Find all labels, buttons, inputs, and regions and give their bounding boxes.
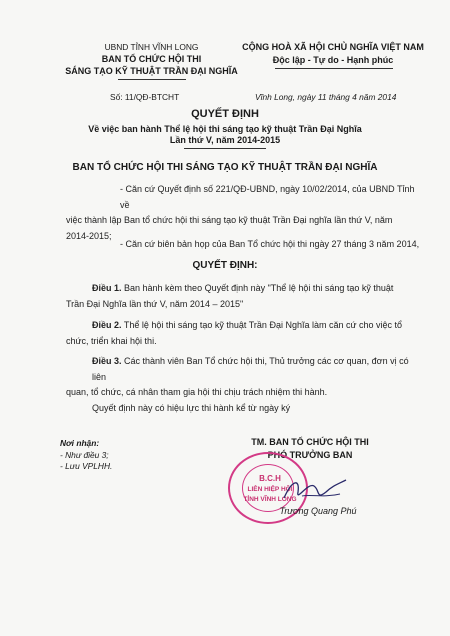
basis-paragraph-1 <box>66 182 416 244</box>
header-right-underline <box>275 68 393 69</box>
title-underline <box>184 148 266 149</box>
agency-name: UBND TỈNH VĨNH LONG <box>104 42 199 52</box>
basis-1-line-2: việc thành lập Ban tổ chức hội thi sáng tạo kỹ thuật Trần Đại nghĩa lần thứ V, năm <box>66 215 393 225</box>
basis-paragraph-2 <box>120 237 430 253</box>
handwritten-signature <box>280 472 350 506</box>
issuing-body-sub: SÁNG TẠO KỸ THUẬT TRẦN ĐẠI NGHĨA <box>65 66 238 76</box>
article-3-text-1: Các thành viên Ban Tổ chức hội thi, Thủ trưởng các cơ quan, đơn vị có liên <box>92 356 409 382</box>
basis-2-line: - Căn cứ biên bản họp của Ban Tổ chức hội thi ngày 27 tháng 3 năm 2014, <box>120 239 420 249</box>
recipient-item-2: - Lưu VPLHH. <box>60 461 113 471</box>
decision-heading: QUYẾT ĐỊNH: <box>192 260 258 271</box>
article-2-text-1: Thể lệ hội thi sáng tạo kỹ thuật Trần Đại Nghĩa làm căn cứ cho việc tổ <box>121 320 403 330</box>
recipient-item-1: - Như điều 3; <box>60 450 109 460</box>
basis-1-line-1: - Căn cứ Quyết định số 221/QĐ-UBND, ngày 10/02/2014, của UBND Tỉnh về <box>120 184 415 210</box>
recipients-heading: Nơi nhận: <box>60 438 100 448</box>
article-2-line-2: chức, triển khai hội thi. <box>66 335 157 346</box>
article-3-line-1 <box>66 354 416 385</box>
basis-1-line-3: 2014-2015; <box>66 230 112 241</box>
article-2 <box>66 318 416 349</box>
document-subject-line1: Về việc ban hành Thể lệ hội thi sáng tạo kỹ thuật Trần Đại Nghĩa <box>88 124 362 134</box>
article-1-line-1 <box>66 281 416 297</box>
signer-name: Trương Quang Phú <box>279 506 357 516</box>
document-title: QUYẾT ĐỊNH <box>191 108 259 120</box>
article-1-text-1: Ban hành kèm theo Quyết định này "Thể lệ hội thi sáng tạo kỹ thuật <box>121 283 394 293</box>
article-2-line-1 <box>66 318 416 334</box>
signature-role-1: TM. BAN TỔ CHỨC HỘI THI <box>251 437 369 447</box>
article-3-label: Điều 3. <box>92 356 122 366</box>
article-1-label: Điều 1. <box>92 283 122 293</box>
article-1-line-2: Trần Đại Nghĩa lần thứ V, năm 2014 – 2015" <box>66 298 244 309</box>
authority-heading: BAN TỔ CHỨC HỘI THI SÁNG TẠO KỸ THUẬT TRẦN ĐẠI NGHĨA <box>72 162 378 173</box>
national-title: CỘNG HOÀ XÃ HỘI CHỦ NGHĨA VIỆT NAM <box>242 42 424 52</box>
seal-text-2: LIÊN HIỆP HỘI <box>247 486 293 493</box>
effective-clause-text: Quyết định này có hiệu lực thi hành kể từ ngày ký <box>92 403 291 413</box>
seal-text-3: TỈNH VĨNH LONG <box>243 496 297 503</box>
issue-date: Vĩnh Long, ngày 11 tháng 4 năm 2014 <box>255 92 397 102</box>
article-3-line-2: quan, tổ chức, cá nhân tham gia hội thi chịu trách nhiệm thi hành. <box>66 387 328 397</box>
document-subject-line2: Lần thứ V, năm 2014-2015 <box>169 135 281 145</box>
header-left-underline <box>118 79 186 80</box>
issuing-body: BAN TỔ CHỨC HỘI THI <box>101 54 202 64</box>
seal-text-1: B.C.H <box>259 474 281 483</box>
article-2-label: Điều 2. <box>92 320 122 330</box>
article-3 <box>66 354 416 401</box>
signature-role-2: PHÓ TRƯỞNG BAN <box>267 450 353 460</box>
effective-clause <box>92 401 412 417</box>
document-number: Số: 11/QĐ-BTCHT <box>110 92 180 102</box>
national-motto: Độc lập - Tự do - Hạnh phúc <box>272 55 394 65</box>
article-1 <box>66 281 416 312</box>
